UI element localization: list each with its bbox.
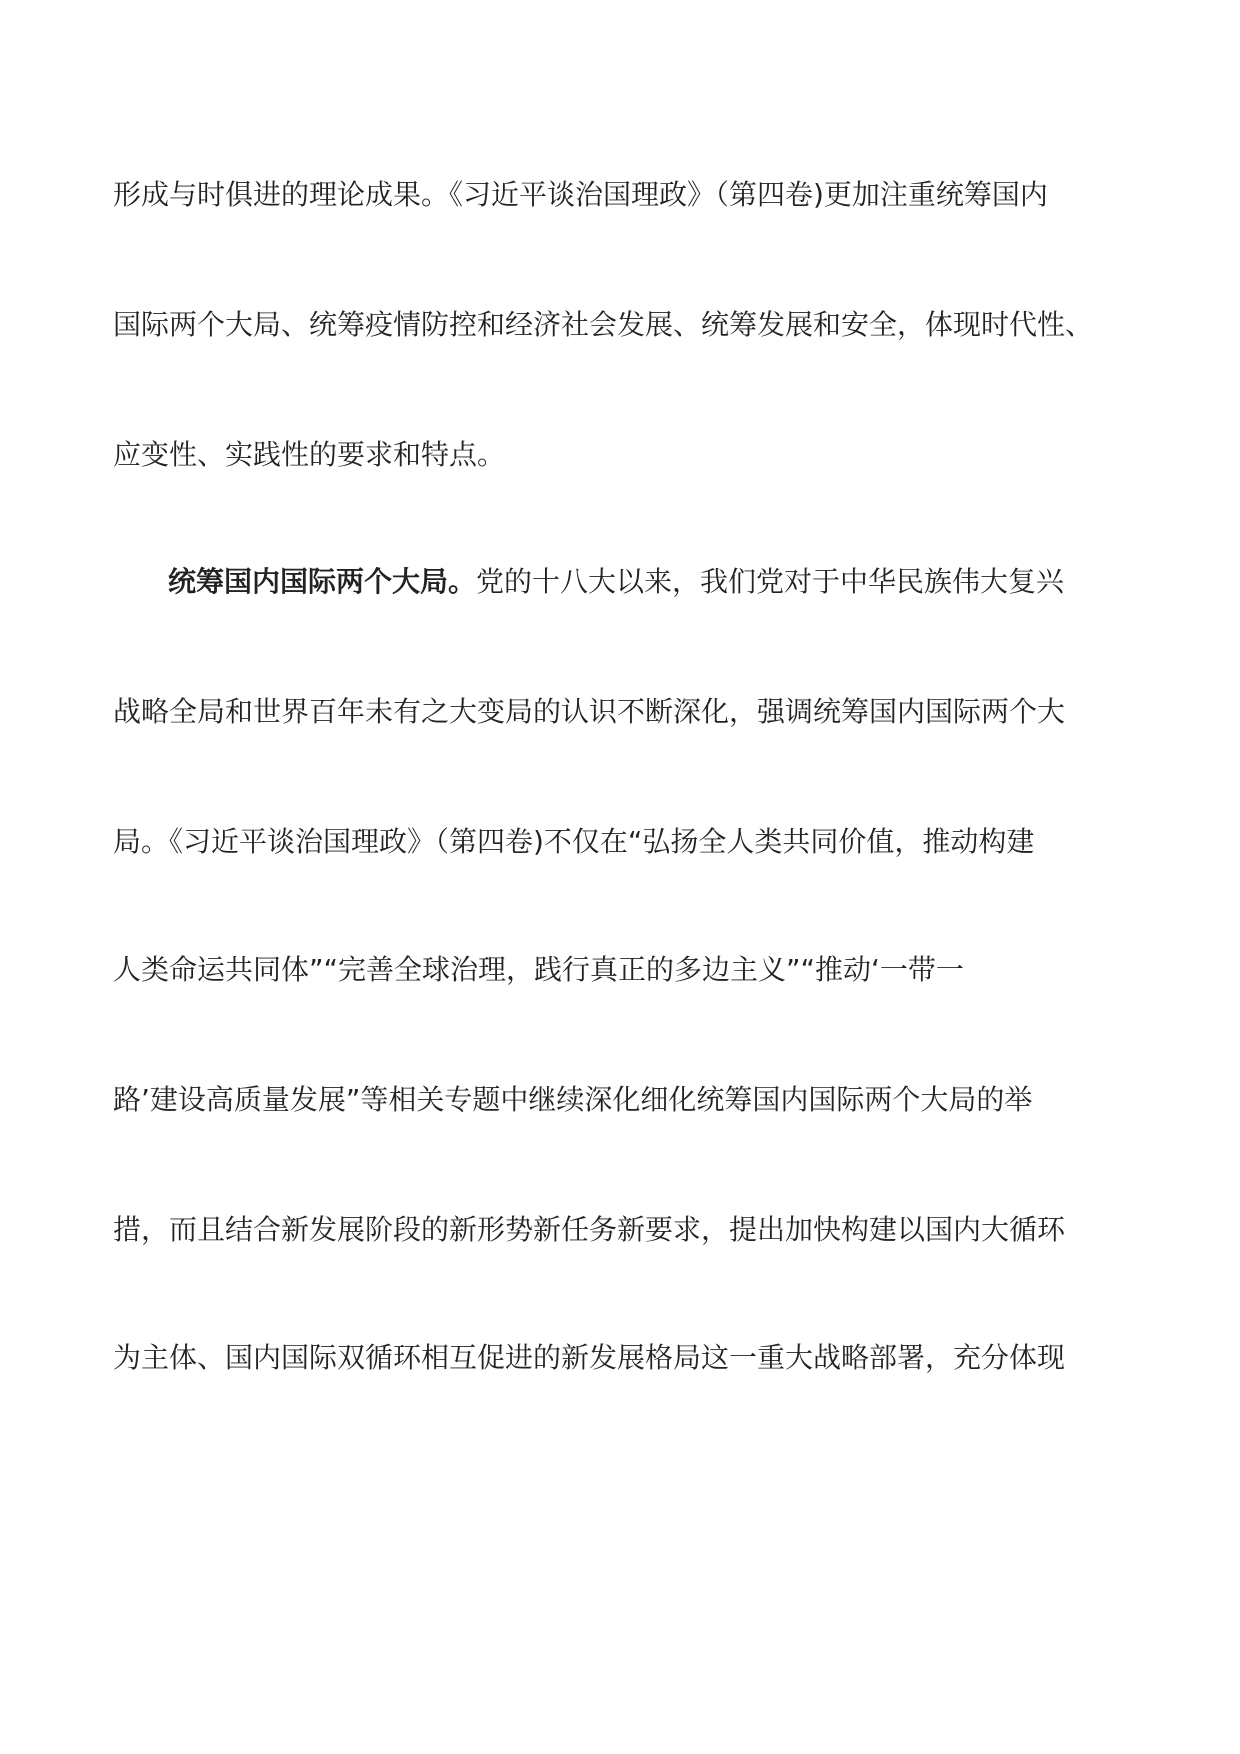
paragraph-text: 党的十八大以来，我们党对于中华民族伟大复兴 — [476, 565, 1065, 598]
paragraph-first-line — [168, 562, 1064, 602]
paragraph-line: 形成与时俱进的理论成果。《习近平谈治国理政》（第四卷)更加注重统筹国内 — [113, 178, 1048, 211]
paragraph-line: 战略全局和世界百年未有之大变局的认识不断深化，强调统筹国内国际两个大 — [113, 695, 1066, 728]
paragraph-line: 措，而且结合新发展阶段的新形势新任务新要求，提出加快构建以国内大循环 — [113, 1213, 1066, 1246]
section-heading: 统筹国内国际两个大局。 — [168, 565, 477, 598]
paragraph-line: 人类命运共同体”“完善全球治理，践行真正的多边主义”“推动‘一带一 — [113, 953, 964, 986]
paragraph-line: 应变性、实践性的要求和特点。 — [113, 438, 506, 471]
paragraph-line: 国际两个大局、统筹疫情防控和经济社会发展、统筹发展和安全，体现时代性、 — [113, 308, 1094, 341]
paragraph-line: 为主体、国内国际双循环相互促进的新发展格局这一重大战略部署，充分体现 — [113, 1341, 1066, 1374]
paragraph-line: 路’建设高质量发展”等相关专题中继续深化细化统筹国内国际两个大局的举 — [113, 1083, 1033, 1116]
paragraph-line: 局。《习近平谈治国理政》（第四卷)不仅在“弘扬全人类共同价值，推动构建 — [113, 825, 1035, 858]
